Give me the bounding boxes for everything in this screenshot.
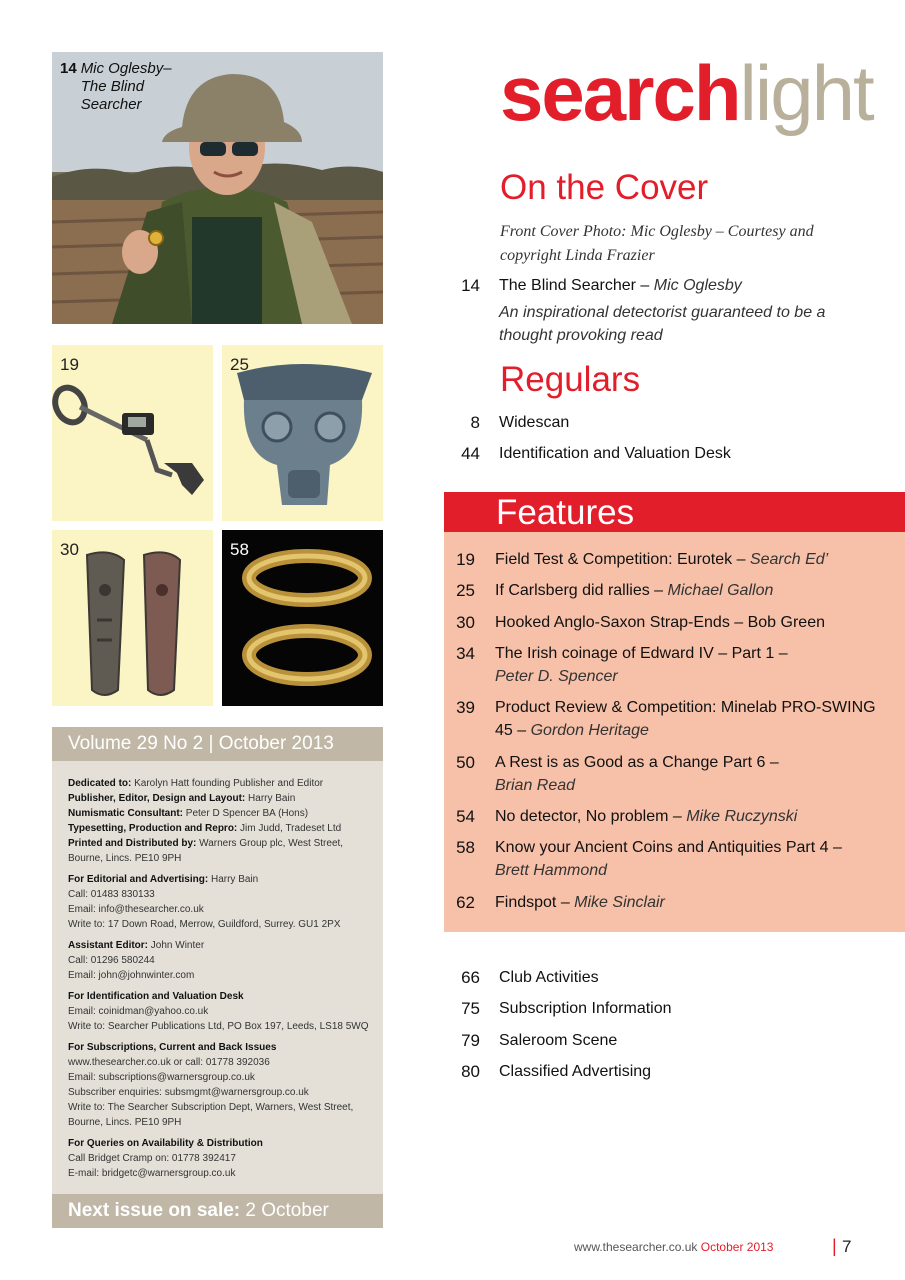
caption-line: The Blind — [80, 78, 145, 95]
credit-label: For Subscriptions, Current and Back Issues — [68, 1042, 277, 1053]
toc-title: The Blind Searcher — [499, 277, 636, 294]
toc-title: Product Review & Competition: Minelab PRO-SWING 45 — [495, 699, 876, 739]
toc-title: Findspot — [495, 894, 557, 911]
section-title-features: Features — [444, 492, 905, 532]
toc-title: Identification and Valuation Desk — [499, 445, 731, 462]
thumb-page-number: 58 — [230, 540, 249, 559]
credit-label: Dedicated to: — [68, 778, 132, 789]
logo-light: light — [739, 49, 873, 137]
masthead-logo — [500, 48, 873, 138]
next-issue-label: Next issue on sale: — [68, 1200, 241, 1221]
credit-label: Numismatic Consultant: — [68, 808, 184, 819]
page-number: 7 — [842, 1237, 852, 1256]
toc-title: Know your Ancient Coins and Antiquities Part 4 – — [495, 839, 842, 856]
toc-page-number: 54 — [456, 807, 475, 826]
section-title-cover: On the Cover — [500, 168, 709, 207]
thumb-bronze-head — [222, 345, 383, 521]
toc-title: A Rest is as Good as a Change Part 6 – — [495, 754, 779, 771]
toc-title: Subscription Information — [499, 1000, 672, 1017]
next-issue-bar — [52, 1194, 383, 1228]
toc-page-number: 30 — [456, 613, 475, 632]
page-footer — [574, 1240, 773, 1254]
toc-author: Gordon Heritage — [530, 722, 649, 739]
toc-page-number: 8 — [470, 413, 480, 432]
toc-title: Hooked Anglo-Saxon Strap-Ends – Bob Green — [495, 614, 825, 631]
credit-label: For Editorial and Advertising: — [68, 874, 209, 885]
caption-line: Searcher — [80, 96, 142, 113]
credit-web: www.thesearcher.co.uk or call: 01778 392036 — [68, 1057, 270, 1068]
logo-bold: search — [500, 49, 740, 137]
credit-email: Email: john@johnwinter.com — [68, 970, 195, 981]
toc-author: Brian Read — [495, 777, 576, 794]
next-issue-date: 2 October — [245, 1200, 329, 1221]
credit-phone: Call: 01483 830133 — [68, 889, 155, 900]
cover-photo-credit: Front Cover Photo: Mic Oglesby – Courtesy and copyright Linda Frazier — [500, 223, 814, 264]
toc-author: Search Ed’ — [749, 551, 829, 568]
credit-value: Jim Judd, Tradeset Ltd — [240, 823, 342, 834]
credit-address: Write to: 17 Down Road, Merrow, Guildford, Surrey. GU1 2PX — [68, 919, 341, 930]
credit-label: Assistant Editor: — [68, 940, 149, 951]
toc-description: An inspirational detectorist guaranteed to be a thought provoking read — [499, 304, 826, 344]
toc-page-number: 50 — [456, 753, 475, 772]
toc-page-number: 79 — [461, 1031, 480, 1050]
credit-value: Peter D Spencer BA (Hons) — [185, 808, 309, 819]
credit-value: John Winter — [150, 940, 205, 951]
credits-panel — [52, 761, 383, 1194]
credit-value: Warners Group plc, West Street, — [199, 838, 344, 849]
toc-page-number: 62 — [456, 893, 475, 912]
toc-page-number: 44 — [461, 444, 480, 463]
thumb-page-number: 25 — [230, 355, 249, 374]
credit-value: Bourne, Lincs. PE10 9PH — [68, 853, 182, 864]
toc-page-number: 34 — [456, 644, 475, 663]
toc-title: The Irish coinage of Edward IV – Part 1 – — [495, 645, 788, 662]
toc-title: No detector, No problem — [495, 808, 669, 825]
toc-author: Peter D. Spencer — [495, 668, 618, 685]
cover-photo-caption — [60, 60, 172, 114]
toc-page-number: 14 — [461, 276, 480, 295]
toc-author: Mic Oglesby — [653, 277, 742, 294]
toc-author: Mike Ruczynski — [686, 808, 798, 825]
credit-label: Typesetting, Production and Repro: — [68, 823, 238, 834]
caption-line: Mic Oglesby– — [80, 60, 172, 77]
credit-address: Bourne, Lincs. PE10 9PH — [68, 1117, 182, 1128]
credit-label: Printed and Distributed by: — [68, 838, 197, 849]
toc-page-number: 58 — [456, 838, 475, 857]
credit-email: Email: info@thesearcher.co.uk — [68, 904, 204, 915]
footer-url[interactable]: www.thesearcher.co.uk — [574, 1240, 698, 1254]
toc-author: Mike Sinclair — [574, 894, 665, 911]
credit-value: Karolyn Hatt founding Publisher and Editor — [134, 778, 324, 789]
thumb-gold-rings — [222, 530, 383, 706]
toc-author: Brett Hammond — [495, 862, 608, 879]
section-title-regulars: Regulars — [500, 360, 641, 399]
thumb-page-number: 30 — [60, 540, 79, 559]
toc-author: Michael Gallon — [667, 582, 774, 599]
toc-page-number: 75 — [461, 999, 480, 1018]
toc-page-number: 39 — [456, 698, 475, 717]
volume-bar: Volume 29 No 2 | October 2013 — [52, 727, 383, 761]
cover-photo — [52, 52, 383, 324]
credit-email: E-mail: bridgetc@warnersgroup.co.uk — [68, 1168, 236, 1179]
toc-title: If Carlsberg did rallies — [495, 582, 650, 599]
toc-title: Club Activities — [499, 969, 599, 986]
toc-page-number: 19 — [456, 550, 475, 569]
caption-page-number: 14 — [60, 60, 77, 77]
credit-label: For Identification and Valuation Desk — [68, 991, 244, 1002]
credit-label: For Queries on Availability & Distribution — [68, 1138, 263, 1149]
credit-email: Email: coinidman@yahoo.co.uk — [68, 1006, 209, 1017]
thumb-metal-detector — [52, 345, 213, 521]
credit-address: Write to: The Searcher Subscription Dept, Warners, West Street, — [68, 1102, 354, 1113]
footer-issue: October 2013 — [700, 1240, 774, 1254]
credit-phone: Call Bridget Cramp on: 01778 392417 — [68, 1153, 236, 1164]
credit-value: Harry Bain — [210, 874, 259, 885]
credit-value: Harry Bain — [248, 793, 296, 804]
credit-label: Publisher, Editor, Design and Layout: — [68, 793, 246, 804]
toc-page-number: 66 — [461, 968, 480, 987]
thumb-page-number: 19 — [60, 355, 79, 374]
toc-title: Field Test & Competition: Eurotek — [495, 551, 733, 568]
thumb-strap-ends — [52, 530, 213, 706]
credit-address: Write to: Searcher Publications Ltd, PO Box 197, Leeds, LS18 5WQ — [68, 1021, 369, 1032]
credit-email: Email: subscriptions@warnersgroup.co.uk — [68, 1072, 255, 1083]
toc-title: Classified Advertising — [499, 1063, 652, 1080]
toc-title: Widescan — [499, 414, 570, 431]
toc-title: Saleroom Scene — [499, 1032, 618, 1049]
credit-phone: Call: 01296 580244 — [68, 955, 155, 966]
credit-email: Subscriber enquiries: subsmgmt@warnersgroup.co.uk — [68, 1087, 309, 1098]
toc-page-number: 25 — [456, 581, 475, 600]
footer-divider: | — [832, 1236, 837, 1256]
toc-page-number: 80 — [461, 1062, 480, 1081]
